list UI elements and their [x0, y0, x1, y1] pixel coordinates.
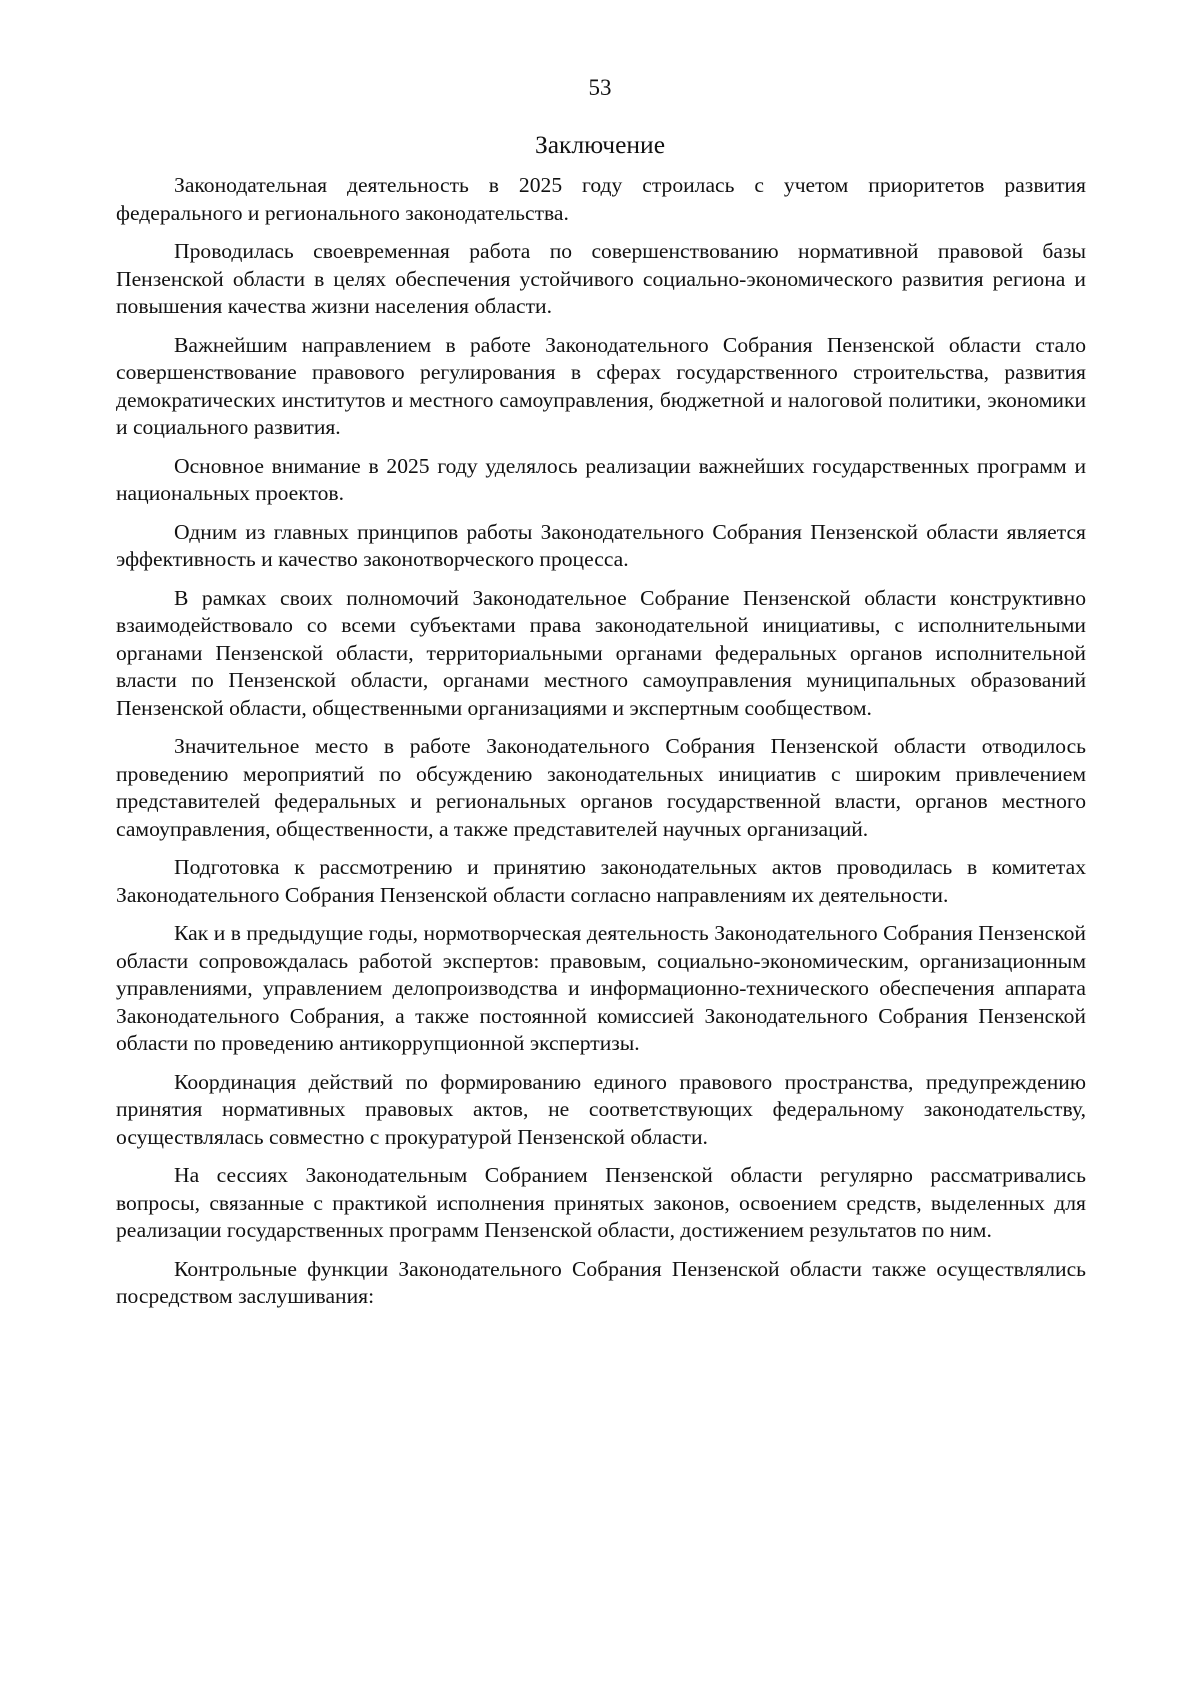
- paragraph: Как и в предыдущие годы, нормотворческая деятельность Законодательного Собрания Пензенской области сопровождалась работой экспертов: правовым, социально-экономическим, организационным управлениями, управлением делопроизводства и информационно-технического обеспечения аппарата Законодательного Собрания, а также постоянной комиссией Законодательного Собрания Пензенской области по проведению антикоррупционной экспертизы.: [116, 921, 1086, 1055]
- paragraph: На сессиях Законодательным Собранием Пензенской области регулярно рассматривались вопросы, связанные с практикой исполнения принятых законов, освоением средств, выделенных для реализации государственных программ Пензенской области, достижением результатов по ним.: [116, 1163, 1086, 1242]
- paragraph: Важнейшим направлением в работе Законодательного Собрания Пензенской области стало совершенствование правового регулирования в сферах государственного строительства, развития демократических институтов и местного самоуправления, бюджетной и налоговой политики, экономики и социального развития.: [116, 332, 1086, 439]
- paragraph: Проводилась своевременная работа по совершенствованию нормативной правовой базы Пензенской области в целях обеспечения устойчивого социально-экономического развития региона и повышения качества жизни населения области.: [116, 239, 1086, 318]
- paragraph: Координация действий по формированию единого правового пространства, предупреждению принятия нормативных правовых актов, не соответствующих федеральному законодательству, осуществлялась совместно с прокуратурой Пензенской области.: [116, 1069, 1086, 1149]
- paragraph: Контрольные функции Законодательного Собрания Пензенской области также осуществлялись посредством заслушивания:: [116, 1256, 1086, 1308]
- paragraph: Значительное место в работе Законодательного Собрания Пензенской области отводилось проведению мероприятий по обсуждению законодательных инициатив с широким привлечением представителей федеральных и региональных органов государственной власти, органов местного самоуправления, общественности, а также представителей научных организаций.: [116, 734, 1086, 841]
- page-number: 53: [588, 75, 612, 100]
- paragraph: Законодательная деятельность в 2025 году строилась с учетом приоритетов развития федерального и регионального законодательства.: [116, 173, 1086, 225]
- page-title: Заключение: [534, 130, 666, 159]
- paragraph: Подготовка к рассмотрению и принятию законодательных актов проводилась в комитетах Законодательного Собрания Пензенской области согласно направлениям их деятельности.: [116, 855, 1086, 907]
- body-text: [116, 172, 1086, 1322]
- paragraph: Одним из главных принципов работы Законодательного Собрания Пензенской области является эффективность и качество законотворческого процесса.: [116, 519, 1086, 571]
- paragraph: Основное внимание в 2025 году уделялось реализации важнейших государственных программ и национальных проектов.: [116, 453, 1086, 505]
- paragraph: В рамках своих полномочий Законодательное Собрание Пензенской области конструктивно взаимодействовало со всеми субъектами права законодательной инициативы, с исполнительными органами Пензенской области, территориальными органами федеральных органов исполнительной власти по Пензенской области, органами местного самоуправления муниципальных образований Пензенской области, общественными организациями и экспертным сообществом.: [116, 585, 1086, 720]
